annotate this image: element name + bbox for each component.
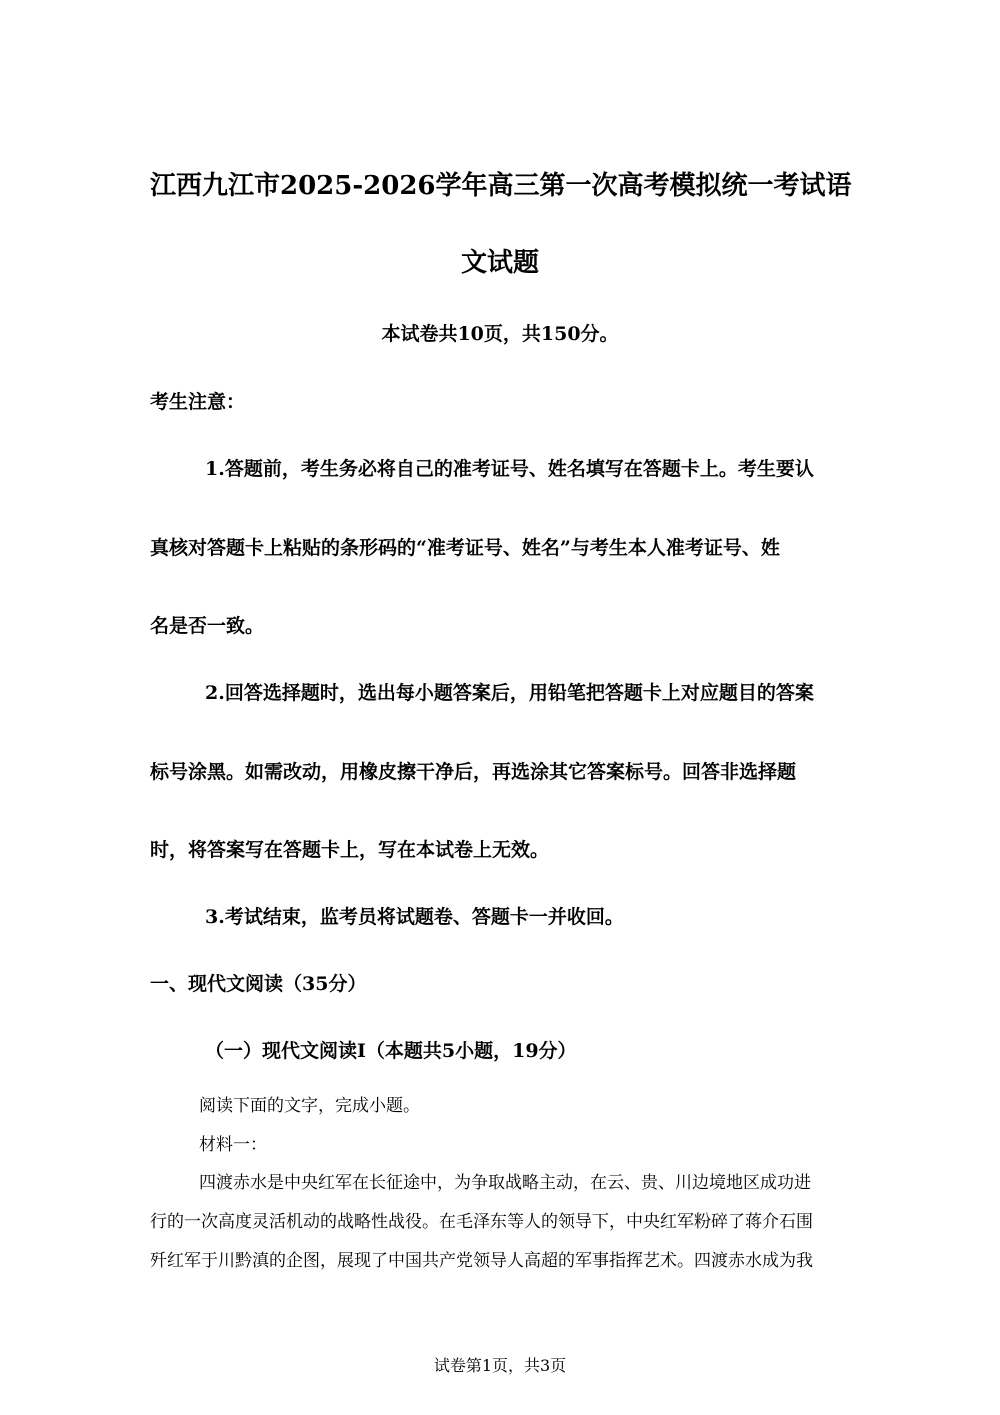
reading-instruction: 阅读下面的文字，完成小题。 (199, 1096, 420, 1116)
material-paragraph-line-2: 行的一次高度灵活机动的战略性战役。在毛泽东等人的领导下，中央红军粉碎了蒋介石围 (150, 1212, 813, 1232)
document-title-line-2: 文试题 (460, 248, 539, 278)
material-label: 材料一： (199, 1135, 267, 1155)
document-title-line-1: 江西九江市2025-2026学年高三第一次高考模拟统一考试语 (150, 171, 852, 201)
notice-heading: 考生注意： (150, 391, 246, 413)
notice-item-3-line-1: 3.考试结束，监考员将试题卷、答题卡一并收回。 (205, 906, 624, 928)
notice-item-1-line-1: 1.答题前，考生务必将自己的准考证号、姓名填写在答题卡上。考生要认 (205, 458, 814, 480)
notice-item-2-line-1: 2.回答选择题时，选出每小题答案后，用铅笔把答题卡上对应题目的答案 (205, 682, 814, 704)
paper-info: 本试卷共10页，共150分。 (381, 323, 619, 345)
notice-item-2-line-3: 时，将答案写在答题卡上，写在本试卷上无效。 (150, 839, 550, 861)
notice-item-1-line-2: 真核对答题卡上粘贴的条形码的“准考证号、姓名”与考生本人准考证号、姓 (150, 537, 780, 559)
material-paragraph-line-1: 四渡赤水是中央红军在长征途中，为争取战略主动，在云、贵、川边境地区成功进 (199, 1173, 811, 1193)
page-footer: 试卷第1页，共3页 (433, 1356, 567, 1375)
notice-item-2-line-2: 标号涂黑。如需改动，用橡皮擦干净后，再选涂其它答案标号。回答非选择题 (150, 761, 797, 783)
material-paragraph-line-3: 歼红军于川黔滇的企图，展现了中国共产党领导人高超的军事指挥艺术。四渡赤水成为我 (150, 1251, 813, 1271)
notice-item-1-line-3: 名是否一致。 (150, 615, 265, 637)
section-heading: 一、现代文阅读（35分） (150, 973, 367, 995)
subsection-heading: （一）现代文阅读I（本题共5小题，19分） (205, 1040, 577, 1062)
